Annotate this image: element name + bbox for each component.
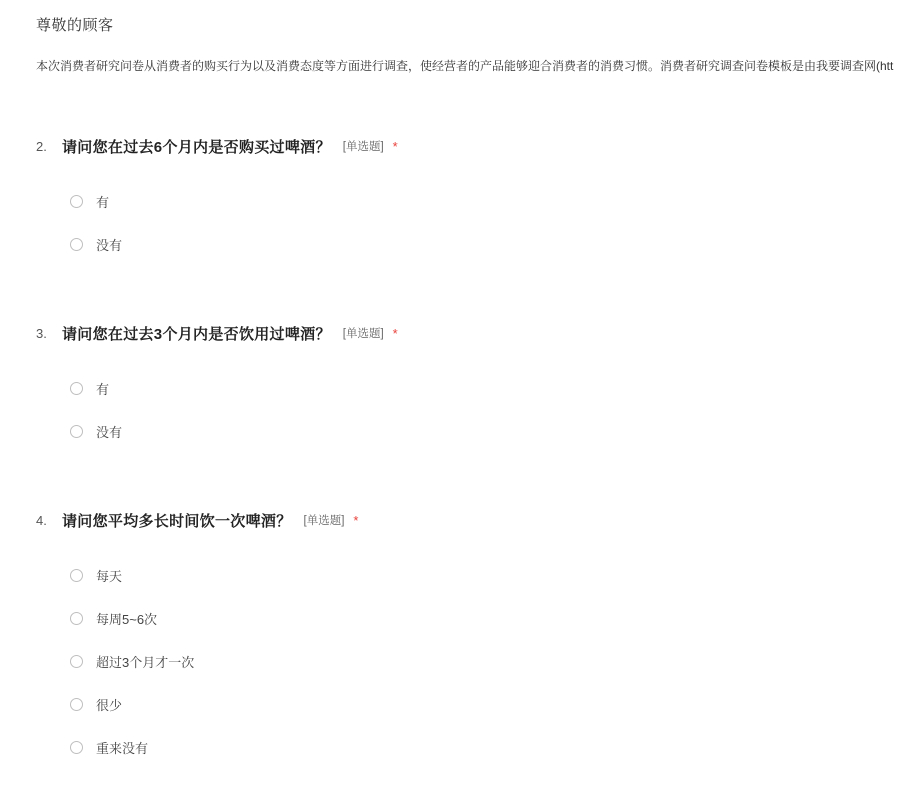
- option-row[interactable]: [0, 367, 900, 410]
- question-header-4: [0, 508, 900, 532]
- question-number-4: 4.: [36, 512, 47, 528]
- question-header-2: [0, 134, 900, 158]
- radio-icon[interactable]: [70, 698, 83, 711]
- question-type-2: [单选题]: [342, 141, 384, 153]
- option-row[interactable]: [0, 554, 900, 597]
- option-row[interactable]: [0, 180, 900, 223]
- option-label: 重来没有: [96, 741, 149, 756]
- question-header-3: [0, 321, 900, 345]
- option-row[interactable]: [0, 726, 900, 769]
- question-block-4: [0, 508, 900, 769]
- question-block-3: [0, 321, 900, 453]
- question-text-2: 请问您在过去6个月内是否购买过啤酒？: [62, 138, 331, 156]
- radio-icon[interactable]: [70, 195, 83, 208]
- question-number-2: 2.: [36, 138, 47, 154]
- options-list-4: [0, 554, 900, 769]
- option-row[interactable]: [0, 597, 900, 640]
- option-row[interactable]: [0, 683, 900, 726]
- question-required-3: *: [392, 325, 398, 341]
- option-label: 有: [96, 195, 110, 210]
- question-type-3: [单选题]: [342, 328, 384, 340]
- question-required-4: *: [353, 512, 359, 528]
- option-label: 没有: [96, 425, 123, 440]
- radio-icon[interactable]: [70, 238, 83, 251]
- option-row[interactable]: [0, 640, 900, 683]
- option-label: 没有: [96, 238, 123, 253]
- radio-icon[interactable]: [70, 382, 83, 395]
- question-number-3: 3.: [36, 325, 47, 341]
- options-list-2: [0, 180, 900, 266]
- radio-icon[interactable]: [70, 425, 83, 438]
- question-type-4: [单选题]: [303, 515, 345, 527]
- option-label: 有: [96, 382, 110, 397]
- survey-description: 本次消费者研究问卷从消费者的购买行为以及消费态度等方面进行调查，使经营者的产品能够迎合消费者的消费习惯。消费者研究调查问卷模板是由我要调查网(htt: [36, 59, 894, 73]
- radio-icon[interactable]: [70, 655, 83, 668]
- option-row[interactable]: [0, 410, 900, 453]
- radio-icon[interactable]: [70, 612, 83, 625]
- option-row[interactable]: [0, 223, 900, 266]
- question-block-2: [0, 134, 900, 266]
- page-title: 尊敬的顾客: [36, 17, 114, 34]
- radio-icon[interactable]: [70, 569, 83, 582]
- question-text-4: 请问您平均多长时间饮一次啤酒？: [62, 512, 292, 530]
- question-required-2: *: [392, 138, 398, 154]
- option-label: 超过3个月才一次: [96, 655, 195, 670]
- question-text-3: 请问您在过去3个月内是否饮用过啤酒？: [62, 325, 331, 343]
- radio-icon[interactable]: [70, 741, 83, 754]
- option-label: 很少: [96, 698, 123, 713]
- options-list-3: [0, 367, 900, 453]
- option-label: 每天: [96, 569, 123, 584]
- option-label: 每周5~6次: [96, 612, 158, 627]
